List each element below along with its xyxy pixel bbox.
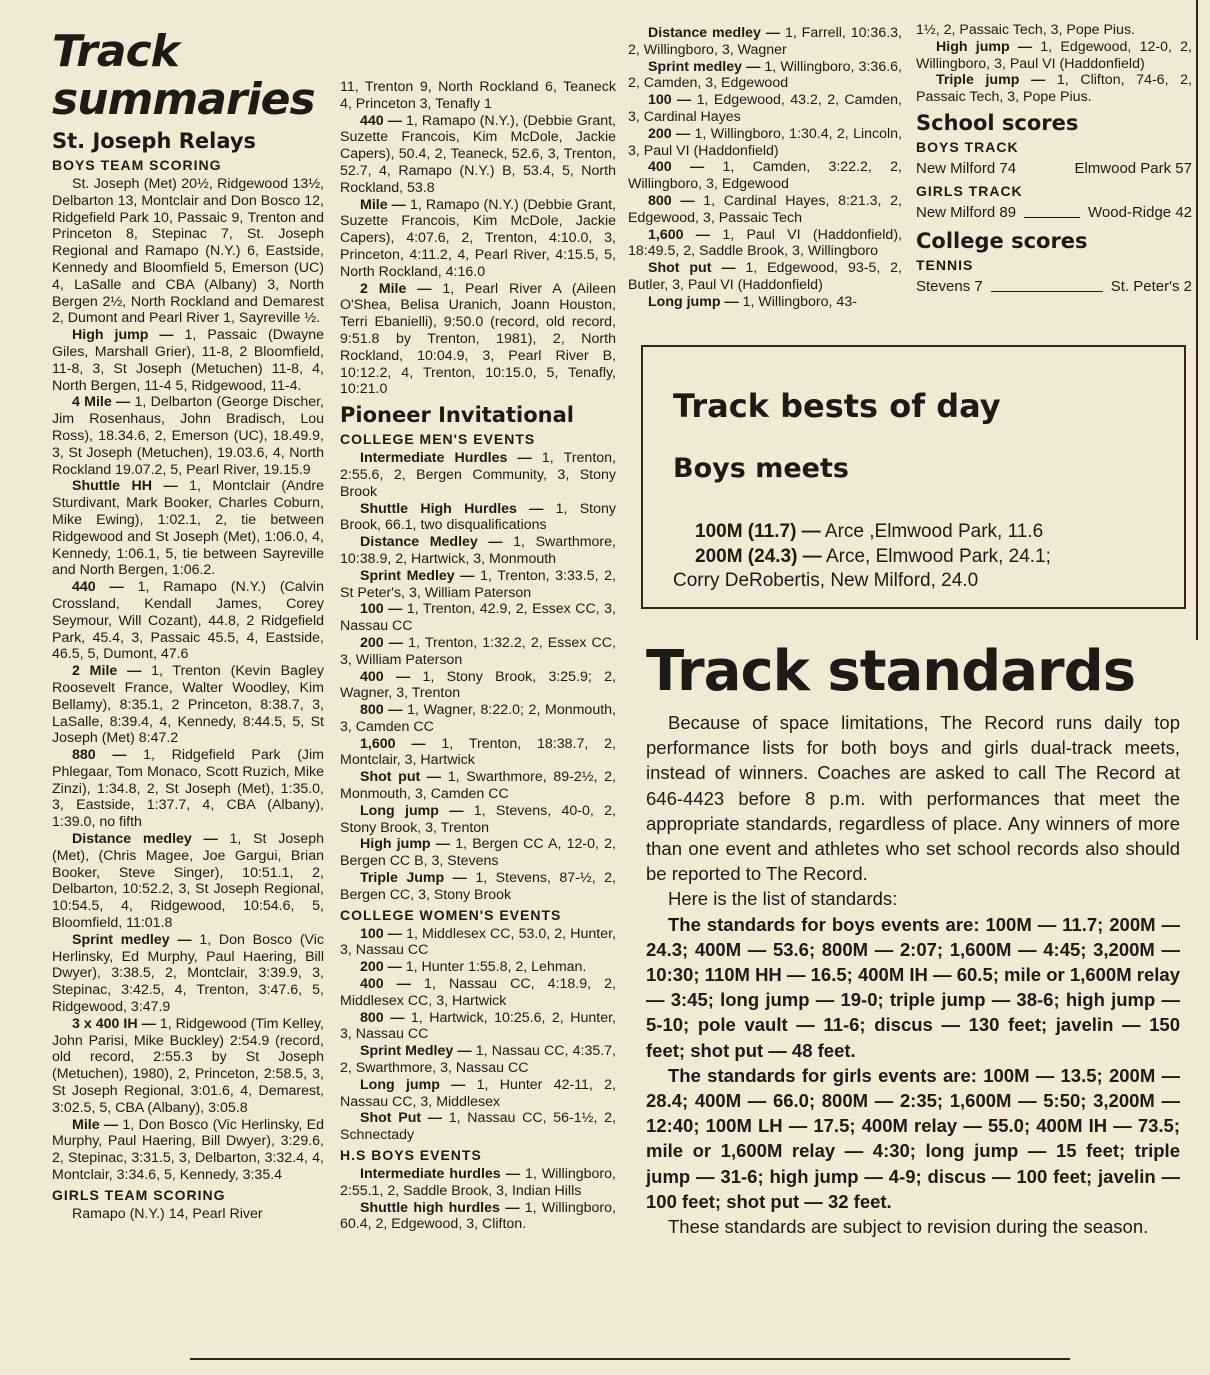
event-results: 1, Farrell, 10:36.3, 2, Willingboro, 3, Wagner (628, 25, 902, 58)
event-results: 1, Willingboro, 43- (742, 293, 857, 310)
result-entry (340, 769, 616, 803)
result-entry (340, 959, 616, 976)
result-entry (52, 663, 324, 747)
column-rule (1196, 0, 1198, 640)
result-entry (340, 113, 616, 197)
event-results: 1, Trenton, 3:33.5, 2, St Peter's, 3, William Paterson (340, 567, 616, 601)
event-results: 1, Montclair (Andre Sturdivant, Mark Booker, Charles Coburn, Mike Ewing), 1:02.1, 2, tie between Ridgewood and St Joseph (Met), 1:06.0, 4, Kennedy, 1:06.1, 5, tie between Sayreville and North Bergen, 1:06.2. (52, 478, 324, 579)
event-results: 1, Trenton, 42.9, 2, Essex CC, 3, Nassau CC (340, 601, 616, 635)
track-standards-title: Track standards (646, 639, 1136, 704)
event-results: 1, Stony Brook, 3:25.9; 2, Wagner, 3, Trenton (340, 668, 616, 702)
result-entry (340, 1200, 616, 1234)
result-entry (916, 39, 1192, 73)
result-entry (340, 803, 616, 837)
girls-track-score (916, 202, 1192, 224)
st-joseph-relays-heading: St. Joseph Relays (52, 129, 257, 153)
track-bests-box (641, 345, 1186, 609)
result-entry (340, 926, 616, 960)
result-entry (340, 976, 616, 1010)
event-results: 1, Ramapo (N.Y.) (Calvin Crossland, Kendall James, Corey Seymour, Will Cozant), 44.8, 2 Ridgefield Park, 45.4, 3, Passaic 45.5, 4, Eastside, 46.5, 5, Dumont, 47.6 (52, 579, 324, 663)
result-entry (340, 601, 616, 635)
event-name: Sprint Medley — (360, 1043, 472, 1060)
college-scores-heading: College scores (916, 228, 1088, 253)
result-entry (628, 294, 902, 311)
boys-team-scoring-label: BOYS TEAM SCORING (52, 157, 222, 173)
event-results: 1, Ridgewood (Tim Kelley, John Parisi, Mike Buckley) 2:54.9 (record, old record, 2:55.3 by St Joseph (Metuchen), 1980), 2, Princeton, 2:58.5, 3, St Joseph Regional, 3:01.6, 4, Demarest, 3:02.5, 5, CBA (Albany), 3:05.8 (52, 1015, 324, 1116)
event-name: Long jump — (360, 1076, 466, 1093)
standards-intro: Because of space limitations, The Record runs daily top performance lists for both boys and girls dual-track meets, instead of winners. Coaches are asked to call The Record at 646-4423 before 8 p.m. with performances that meet the appropriate standards, regardless of place. Any winners of more than one event and athletes who set school records also should be reported to The Record. (646, 712, 1180, 885)
event-results: 1, Passaic (Dwayne Giles, Marshall Grier), 11-8, 2 Bloomfield, 11-8, 3, St Joseph (Metuchen) 11-8, 4, North Bergen, 11-4 5, Ridgewood, 11-4. (52, 327, 324, 394)
girls-scoring-continued: 11, Trenton 9, North Rockland 6, Teaneck 4, Princeton 3, Tenafly 1 (340, 79, 616, 112)
standards-closing: These standards are subject to revision during the season. (668, 1216, 1149, 1238)
event-results: 1, Nassau CC, 4:35.7, 2, Swarthmore, 3, Nassau CC (340, 1043, 616, 1077)
boys-track-score (916, 158, 1192, 180)
event-results: 1, Middlesex CC, 53.0, 2, Hunter, 3, Nassau CC (340, 925, 616, 959)
event-name: Sprint medley — (72, 931, 192, 948)
boys-track-label: BOYS TRACK (916, 138, 1019, 155)
result-entry (340, 1043, 616, 1077)
event-name: 800 — (360, 1009, 405, 1026)
boys-track-home: New Milford 74 (916, 159, 1017, 177)
hs-boys-events (340, 1166, 616, 1233)
result-entry (52, 747, 324, 831)
event-results: 1, Trenton, 1:32.2, 2, Essex CC, 3, William Paterson (340, 634, 616, 668)
event-name: 200 — (360, 634, 403, 651)
track-standards-body (646, 710, 1180, 1239)
event-name: 2 Mile — (72, 663, 142, 680)
college-women-events (340, 926, 616, 1144)
event-results: 1, Ridgefield Park (Jim Phlegaar, Tom Monaco, Scott Ruzich, Mike Zinzi), 1:34.8, 2, St Joseph (Met), 1:35.0, 3, Eastside, 1:37.7, 4, CBA (Albany), 1:39.0, no fifth (52, 747, 324, 831)
col4-events (916, 39, 1192, 106)
event-results: 1, Hunter 1:55.8, 2, Lehman. (405, 959, 587, 976)
event-name: 2 Mile — (360, 280, 432, 297)
event-name: Shuttle HH — (72, 478, 178, 495)
result-entry (340, 450, 616, 500)
boys-track-away: Elmwood Park 57 (1074, 159, 1192, 177)
event-results: 1, Hunter 42-11, 2, Nassau CC, 3, Middlesex (340, 1076, 616, 1110)
event-name: 100 — (360, 601, 403, 618)
column-1 (52, 28, 324, 1223)
event-results: 1, Willingboro, 3:36.6, 2, Camden, 3, Edgewood (628, 58, 902, 92)
college-men-label: COLLEGE MEN'S EVENTS (340, 431, 536, 448)
best-line-200m (695, 545, 1051, 569)
event-name: Distance Medley — (360, 534, 503, 551)
girls-track-label: GIRLS TRACK (916, 182, 1023, 199)
event-name: High jump — (936, 38, 1033, 55)
event-results: 1, Stevens, 40-0, 2, Stony Brook, 3, Trenton (340, 802, 616, 836)
standards-list-intro: Here is the list of standards: (668, 888, 898, 910)
event-name: 4 Mile — (72, 394, 131, 411)
result-entry (340, 1110, 616, 1144)
event-results: 1, St Joseph (Met), (Chris Magee, Joe Gargui, Brian Booker, Steve Singer), 10:51.1, 2, Delbarton, 10:52.2, 3, St Joseph Regional, 10:54.5, 4, Ridgewood, 10:54.6, 5, Bloomfield, 11:01.8 (52, 831, 324, 932)
event-name: 200 — (360, 959, 402, 976)
result-entry (340, 702, 616, 736)
tennis-home: Stevens 7 (916, 277, 983, 295)
event-name: 400 — (648, 159, 705, 176)
page-title: Track summaries (52, 26, 315, 125)
event-results: 1, Clifton, 74-6, 2, Passaic Tech, 3, Pope Pius. (916, 72, 1192, 106)
boys-meets-subtitle: Boys meets (673, 453, 849, 484)
school-scores-heading: School scores (916, 110, 1079, 135)
result-entry (340, 836, 616, 870)
result-entry (340, 197, 616, 281)
event-results: 1, Don Bosco (Vic Herlinsky, Ed Murphy, Paul Haering, Bill Dwyer), 3:38.5, 2, Montclair, 3:39.9, 3, Stepinac, 3:42.5, 4, Trenton, 3:47.6, 5, Ridgewood, 3:47.9 (52, 931, 325, 1016)
best-line-100m (695, 520, 1043, 544)
event-results: 1, Willingboro, 60.4, 2, Edgewood, 3, Clifton. (340, 1199, 616, 1233)
event-results: 1, Don Bosco (Vic Herlinsky, Ed Murphy, Paul Haering, Bill Dwyer), 3:29.6, 2, Stepinac, 3:31.5, 3, Delbarton, 3:32.4, 4, Montclair, 3:34.6, 5, Kennedy, 3:35.4 (52, 1116, 324, 1184)
event-name: Shot put — (360, 769, 442, 786)
result-entry (52, 579, 324, 663)
result-entry (52, 1016, 324, 1117)
event-results: 1, Willingboro, 1:30.4, 2, Lincoln, 3, Paul VI (Haddonfield) (628, 125, 902, 159)
result-entry (340, 635, 616, 669)
result-entry (340, 281, 616, 399)
event-results: 1, Stony Brook, 66.1, two disqualifications (340, 500, 617, 534)
event-name: 200 — (648, 125, 691, 142)
event-results: 1, Camden, 3:22.2, 2, Willingboro, 3, Edgewood (628, 159, 902, 193)
event-results: 1, Edgewood, 12-0, 2, Willingboro, 3, Paul VI (Haddonfield) (916, 38, 1192, 72)
event-results: 1, Pearl River A (Aileen O'Shea, Belisa Uranich, Joann Houston, Terri Ebanielli), 9:50.0 (record, old record, 9:51.8 by Trenton, 1981), 2, North Rockland, 10:04.9, 3, Pearl River B, 10:12.2, 4, Trenton, 10:15.0, 5, Tenafly, 10:21.0 (340, 280, 616, 398)
event-name: Mile — (72, 1116, 119, 1133)
event-name: Triple Jump — (360, 870, 467, 887)
hs-boys-label: H.S BOYS EVENTS (340, 1147, 482, 1164)
result-entry (52, 1117, 324, 1184)
event-results: 1, Trenton (Kevin Bagley Roosevelt France, Walter Woodley, Kim Bellamy), 8:35.1, 2 Princeton, 8:38.7, 3, LaSalle, 8:39.4, 4, Kennedy, 8:44.5, 5, St Joseph (Met) 8:47.2 (52, 663, 324, 747)
result-entry (628, 260, 902, 294)
event-name: Distance medley — (648, 25, 781, 41)
event-results: 1, Paul VI (Haddonfield), 18:49.5, 2, Saddle Brook, 3, Willingboro (628, 226, 902, 260)
result-entry (340, 501, 616, 535)
event-results: 1, Hartwick, 10:25.6, 2, Hunter, 3, Nassau CC (340, 1009, 617, 1043)
event-name: Shot Put — (360, 1110, 443, 1127)
score-dash (991, 276, 1103, 292)
event-results: 1, Edgewood, 43.2, 2, Camden, 3, Cardinal Hayes (628, 92, 902, 125)
tennis-score (916, 276, 1192, 298)
event-name: Intermediate hurdles — (360, 1166, 520, 1183)
col1-events (52, 327, 324, 1184)
event-results: 1, Nassau CC, 4:18.9, 2, Middlesex CC, 3, Hartwick (340, 976, 616, 1009)
girls-track-away: Wood-Ridge 42 (1088, 203, 1192, 221)
event-results: 1, Ramapo (N.Y.) (Debbie Grant, Suzette Francois, Kim McDole, Jackie Capers), 4:07.6, 2, Trenton, 4:10.0, 3, Princeton, 4:11.2, 4, Pearl River, 4:15.5, 5, North Rockland, 4:16.0 (340, 196, 616, 280)
event-results: 1, Trenton, 2:55.6, 2, Bergen Community, 3, Stony Brook (340, 450, 616, 500)
result-entry (52, 478, 324, 579)
col2-events (340, 113, 616, 399)
event-results: 1, Trenton, 18:38.7, 2, Montclair, 3, Hartwick (340, 735, 616, 769)
event-results: 1, Bergen CC A, 12-0, 2, Bergen CC B, 3, Stevens (340, 836, 617, 870)
result-entry (340, 736, 616, 770)
result-entry (52, 932, 324, 1016)
best-100m-result: Arce ,Elmwood Park, 11.6 (824, 521, 1044, 542)
event-name: Sprint Medley — (360, 567, 475, 584)
result-entry (340, 870, 616, 904)
column-4 (916, 22, 1192, 298)
event-name: 400 — (360, 668, 411, 685)
event-name: Long jump — (360, 802, 464, 819)
event-name: 880 — (72, 747, 127, 764)
result-entry (628, 59, 902, 93)
event-results: 1, Willingboro, 2:55.1, 2, Saddle Brook, 3, Indian Hills (340, 1166, 616, 1199)
col4-continued: 1½, 2, Passaic Tech, 3, Pope Pius. (916, 22, 1135, 38)
result-entry (628, 193, 902, 227)
event-results: 1, Wagner, 8:22.0; 2, Monmouth, 3, Camden CC (340, 702, 616, 735)
event-name: Shuttle High Hurdles — (360, 500, 544, 517)
event-name: Shuttle high hurdles — (360, 1199, 520, 1216)
event-name: Long jump — (648, 293, 739, 310)
event-results: 1, Swarthmore, 89-2½, 2, Monmouth, 3, Camden CC (340, 769, 616, 803)
bottom-rule (190, 1358, 1070, 1360)
result-entry (340, 1077, 616, 1111)
tennis-away: St. Peter's 2 (1110, 277, 1192, 295)
event-name: 1,600 — (360, 735, 426, 752)
girls-track-home: New Milford 89 (916, 203, 1017, 221)
event-name: Shot put — (648, 260, 736, 277)
tennis-label: TENNIS (916, 256, 974, 273)
result-entry (340, 568, 616, 602)
event-results: 1, Swarthmore, 10:38.9, 2, Hartwick, 3, Monmouth (340, 534, 616, 567)
event-name: Intermediate Hurdles — (360, 450, 532, 467)
event-results: 1, Ramapo (N.Y.), (Debbie Grant, Suzette Francois, Kim McDole, Jackie Capers), 50.4, 2, Teaneck, 52.6, 3, Trenton, 52.7, 4, Ramapo (N.Y.) B, 53.4, 5, North Rockland, 53.8 (340, 112, 616, 196)
result-entry (340, 1166, 616, 1200)
result-entry (628, 25, 902, 59)
event-name: 100 — (648, 92, 692, 109)
pioneer-invitational-heading: Pioneer Invitational (340, 403, 574, 428)
event-name: Distance medley — (72, 831, 218, 848)
result-entry (628, 159, 902, 193)
result-entry (628, 126, 902, 160)
col3-events (628, 25, 902, 311)
result-entry (340, 669, 616, 703)
event-name: 800 — (648, 192, 695, 209)
girls-standards: The standards for girls events are: 100M — 13.5; 200M — 28.4; 400M — 66.0; 800M — 2:35; 1,600M — 5:50; 3,200M — 12:40; 100M LH — 17.5; 400M relay — 55.0; 400M IH — 73.5; mile or 1,600M relay — 4:30; long jump — 15 feet; triple jump — 31-6; high jump — 4-9; discus — 100 feet; javelin — 100 feet; shot put — 32 feet. (646, 1064, 1180, 1212)
event-results: 1, Stevens, 87-½, 2, Bergen CC, 3, Stony Brook (340, 870, 616, 903)
track-bests-title: Track bests of day (673, 387, 1001, 425)
result-entry (340, 1010, 616, 1044)
girls-team-scoring-label: GIRLS TEAM SCORING (52, 1186, 226, 1203)
result-entry (52, 394, 324, 478)
column-2 (340, 79, 616, 1233)
event-name: High jump — (72, 327, 174, 344)
score-dash (1024, 202, 1080, 218)
college-men-events (340, 450, 616, 904)
event-results: 1, Delbarton (George Discher, Jim Rosenhaus, John Bradisch, Lou Ross), 18.34.6, 2, Emerson (UC), 18.49.9, 3, St Joseph (Metuchen), 19.03.6, 4, North Rockland 19.07.2, 5, Pearl River, 19.15.9 (52, 394, 324, 478)
college-women-label: COLLEGE WOMEN'S EVENTS (340, 906, 562, 923)
best-100m-event: 100M (11.7) — (695, 521, 821, 542)
event-results: 1, Nassau CC, 56-1½, 2, Schnectady (340, 1110, 617, 1144)
result-entry (916, 72, 1192, 106)
event-name: Mile — (360, 196, 406, 213)
event-name: High jump — (360, 836, 450, 853)
best-200m-event: 200M (24.3) — (695, 546, 822, 567)
best-line-200m-cont: Corry DeRobertis, New Milford, 24.0 (673, 570, 979, 591)
column-3 (628, 25, 902, 311)
event-name: 400 — (360, 976, 411, 993)
result-entry (340, 534, 616, 568)
girls-team-scoring: Ramapo (N.Y.) 14, Pearl River (72, 1205, 263, 1222)
result-entry (52, 327, 324, 394)
boys-team-scoring: St. Joseph (Met) 20½, Ridgewood 13½, Delbarton 13, Montclair and Don Bosco 12, Ridgefield Park 10, Passaic 9, Trenton and Princeton 8, Stepinac 7, St. Joseph Regional and Ramapo (N.Y.) 6, Eastside, Kennedy and Bloomfield 5, Emerson (UC) 4, LaSalle and CBA (Albany) 3, North Bergen 2½, North Rockland and Demarest 2, Dumont and Pearl River 1, Sayreville ½. (52, 176, 324, 327)
event-name: 1,600 — (648, 226, 710, 243)
boys-standards: The standards for boys events are: 100M — 11.7; 200M — 24.3; 400M — 53.6; 800M — 2:07; 1,600M — 4:45; 3,200M — 10:30; 110M HH — 16.5; 400M IH — 60.5; mile or 1,600M relay — 3:45; long jump — 19-0; triple jump — 38-6; high jump — 5-10; pole vault — 11-6; discus — 130 feet; javelin — 150 feet; shot put — 48 feet. (646, 913, 1180, 1061)
event-name: 3 x 400 IH — (72, 1015, 156, 1032)
event-name: 100 — (360, 925, 402, 942)
event-results: 1, Edgewood, 93-5, 2, Butler, 3, Paul VI (Haddonfield) (628, 260, 902, 293)
result-entry (628, 92, 902, 126)
event-name: 440 — (72, 579, 124, 596)
event-name: Sprint medley — (648, 58, 761, 75)
event-name: Triple jump — (936, 72, 1046, 89)
event-name: 440 — (360, 112, 402, 129)
event-name: 800 — (360, 702, 403, 719)
result-entry (52, 831, 324, 932)
best-200m-result: Arce, Elmwood Park, 24.1; (825, 546, 1051, 567)
result-entry (628, 227, 902, 261)
event-results: 1, Cardinal Hayes, 8:21.3, 2, Edgewood, 3, Passaic Tech (628, 192, 902, 226)
